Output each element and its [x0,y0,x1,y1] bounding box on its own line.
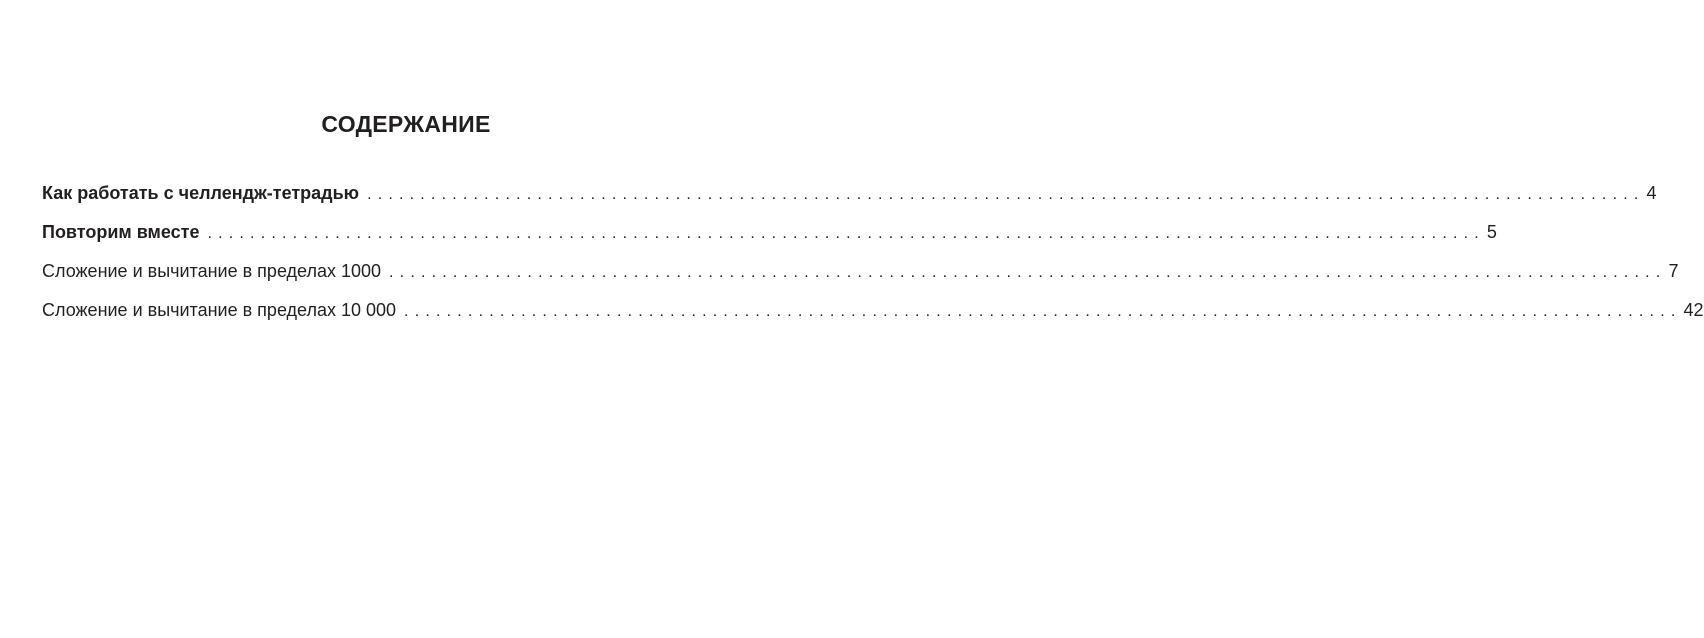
toc-entry-addition-10000[interactable] [42,297,1704,336]
dot-leader: ........................................................................................................................ [404,303,1682,320]
toc-entry-label: Сложение и вычитание в пределах 1000 [42,261,382,281]
dot-leader: ........................................................................................................................ [207,225,1485,242]
table-of-contents [42,180,1704,336]
toc-entry-label: Сложение и вычитание в пределах 10 000 [42,300,397,320]
toc-entry-label: Повторим вместе [42,222,200,242]
toc-entry-addition-1000[interactable] [42,258,1679,297]
toc-entry-page-number: 4 [1646,183,1657,203]
toc-entry-label: Как работать с челлендж-тетрадью [42,183,360,203]
toc-entry-page-number: 42 [1683,300,1704,320]
toc-entry-page-number: 7 [1668,261,1679,281]
dot-leader: ........................................................................................................................ [367,186,1645,203]
dot-leader: ........................................................................................................................ [389,264,1667,281]
toc-entry-review-together[interactable] [42,219,1497,258]
toc-entry-page-number: 5 [1486,222,1497,242]
toc-entry-how-to-work[interactable] [42,180,1657,219]
page-title: СОДЕРЖАНИЕ [321,111,491,137]
